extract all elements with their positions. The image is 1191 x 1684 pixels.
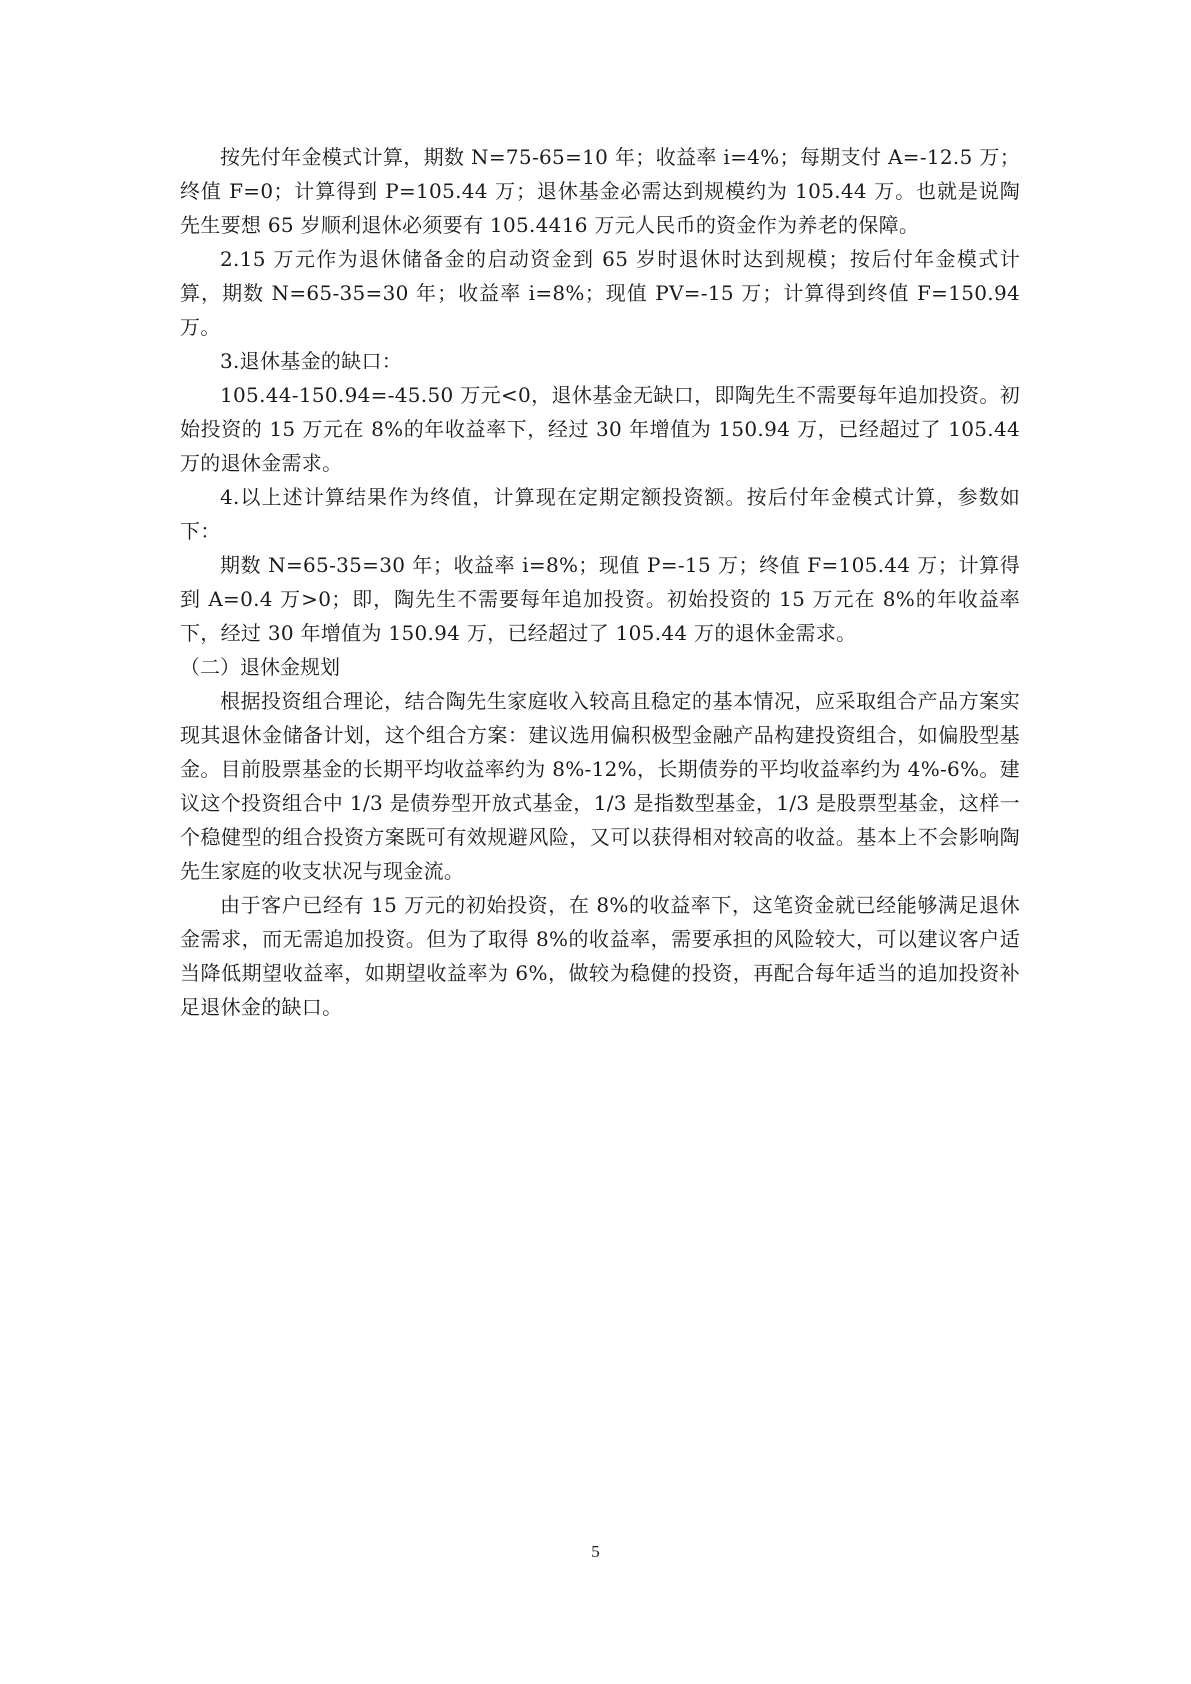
paragraph: 由于客户已经有 15 万元的初始投资，在 8%的收益率下，这笔资金就已经能够满足退休金需求，而无需追加投资。但为了取得 8%的收益率，需要承担的风险较大，可以建议客户适当降低期望收益率，如期望收益率为 6%，做较为稳健的投资，再配合每年适当的追加投资补足退休金的缺口。 [180, 893, 1020, 1019]
page-number: 5 [591, 1542, 600, 1561]
paragraph: 4.以上述计算结果作为终值，计算现在定期定额投资额。按后付年金模式计算，参数如下： [180, 485, 1020, 543]
paragraph: 期数 N=65-35=30 年；收益率 i=8%；现值 P=-15 万；终值 F=105.44 万；计算得到 A=0.4 万>0；即，陶先生不需要每年追加投资。初始投资的 15 万元在 8%的年收益率下，经过 30 年增值为 150.94 万，已经超过了 105.44 万的退休金需求。 [180, 553, 1020, 645]
document-body [180, 140, 1020, 1024]
section-heading: （二）退休金规划 [180, 655, 340, 679]
paragraph: 按先付年金模式计算，期数 N=75-65=10 年；收益率 i=4%；每期支付 A=-12.5 万；终值 F=0；计算得到 P=105.44 万；退休基金必需达到规模约为 105.44 万。也就是说陶先生要想 65 岁顺利退休必须要有 105.4416 万元人民币的资金作为养老的保障。 [180, 145, 1020, 237]
paragraph: 2.15 万元作为退休储备金的启动资金到 65 岁时退休时达到规模；按后付年金模式计算，期数 N=65-35=30 年；收益率 i=8%；现值 PV=-15 万；计算得到终值 F=150.94 万。 [180, 247, 1020, 339]
paragraph: 3.退休基金的缺口： [220, 349, 403, 373]
paragraph: 根据投资组合理论，结合陶先生家庭收入较高且稳定的基本情况，应采取组合产品方案实现其退休金储备计划，这个组合方案：建议选用偏积极型金融产品构建投资组合，如偏股型基金。目前股票基金的长期平均收益率约为 8%-12%，长期债券的平均收益率约为 4%-6%。建议这个投资组合中 1/3 是债券型开放式基金，1/3 是指数型基金，1/3 是股票型基金，这样一个稳健型的组合投资方案既可有效规避风险，又可以获得相对较高的收益。基本上不会影响陶先生家庭的收支状况与现金流。 [180, 689, 1020, 883]
paragraph: 105.44-150.94=-45.50 万元<0，退休基金无缺口，即陶先生不需要每年追加投资。初始投资的 15 万元在 8%的年收益率下，经过 30 年增值为 150.94 万，已经超过了 105.44 万的退休金需求。 [180, 383, 1020, 475]
